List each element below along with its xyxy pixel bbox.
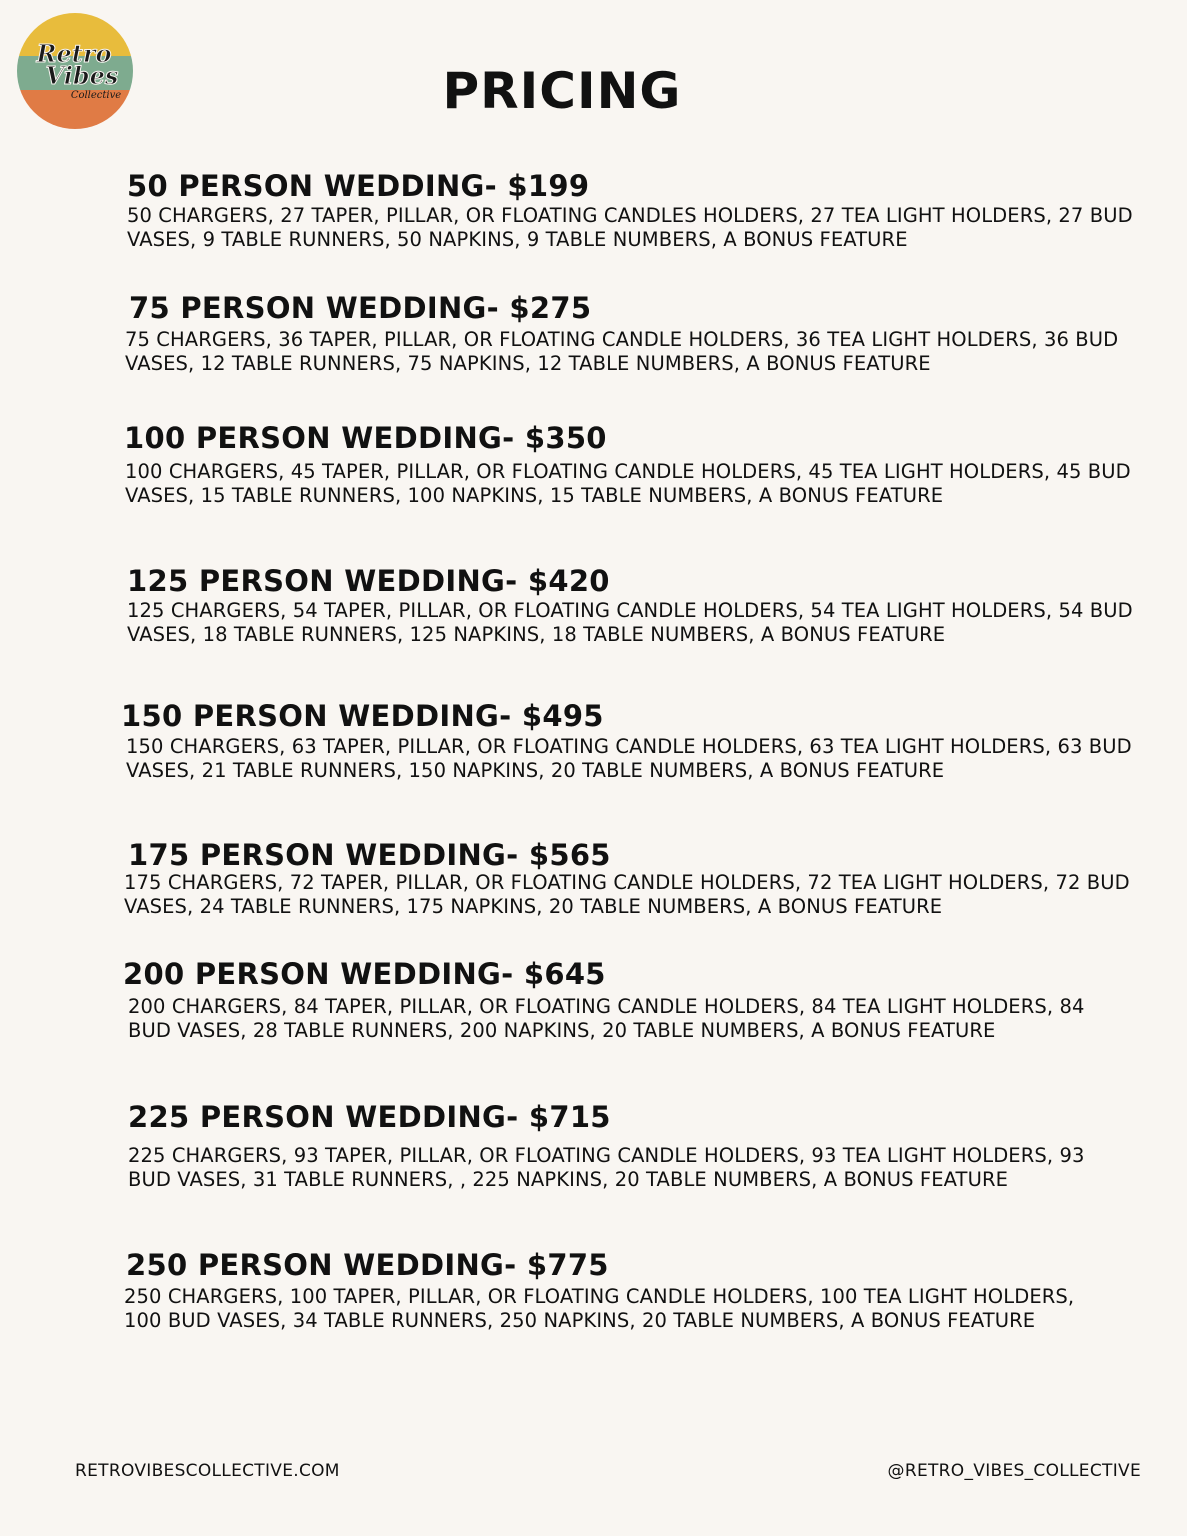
pricing-package-125 xyxy=(127,563,1187,646)
pricing-package-150 xyxy=(121,698,1187,734)
pricing-package-250-details-wrap xyxy=(124,1285,1187,1332)
package-heading: 225 PERSON WEDDING- $715 xyxy=(128,1100,611,1134)
pricing-package-200 xyxy=(123,956,1187,992)
pricing-package-225-details-wrap xyxy=(128,1144,1187,1191)
package-details: 150 CHARGERS, 63 TAPER, PILLAR, OR FLOATING CANDLE HOLDERS, 63 TEA LIGHT HOLDERS, 63 BUD VASES, 21 TABLE RUNNERS, 150 NAPKINS, 20 TABLE NUMBERS, A BONUS FEATURE xyxy=(126,735,1132,782)
pricing-package-200-details-wrap xyxy=(128,995,1187,1042)
package-heading: 175 PERSON WEDDING- $565 xyxy=(128,838,611,872)
pricing-package-75-details-wrap xyxy=(125,328,1187,375)
pricing-package-175-details-wrap xyxy=(124,871,1187,918)
footer-social-handle[interactable]: @RETRO_VIBES_COLLECTIVE xyxy=(887,1461,1141,1481)
package-details: 200 CHARGERS, 84 TAPER, PILLAR, OR FLOATING CANDLE HOLDERS, 84 TEA LIGHT HOLDERS, 84 BUD VASES, 28 TABLE RUNNERS, 200 NAPKINS, 20 TABLE NUMBERS, A BONUS FEATURE xyxy=(128,995,1085,1042)
package-details: 75 CHARGERS, 36 TAPER, PILLAR, OR FLOATING CANDLE HOLDERS, 36 TEA LIGHT HOLDERS, 36 BUD VASES, 12 TABLE RUNNERS, 75 NAPKINS, 12 TABLE NUMBERS, A BONUS FEATURE xyxy=(125,328,1119,375)
pricing-package-100-details-wrap xyxy=(125,460,1187,507)
package-details: 125 CHARGERS, 54 TAPER, PILLAR, OR FLOATING CANDLE HOLDERS, 54 TEA LIGHT HOLDERS, 54 BUD VASES, 18 TABLE RUNNERS, 125 NAPKINS, 18 TABLE NUMBERS, A BONUS FEATURE xyxy=(127,599,1133,646)
pricing-package-225 xyxy=(128,1099,1187,1135)
package-details: 50 CHARGERS, 27 TAPER, PILLAR, OR FLOATING CANDLES HOLDERS, 27 TEA LIGHT HOLDERS, 27 BUD VASES, 9 TABLE RUNNERS, 50 NAPKINS, 9 TABLE NUMBERS, A BONUS FEATURE xyxy=(127,204,1133,251)
svg-text:Collective: Collective xyxy=(70,90,122,101)
package-details: 175 CHARGERS, 72 TAPER, PILLAR, OR FLOATING CANDLE HOLDERS, 72 TEA LIGHT HOLDERS, 72 BUD VASES, 24 TABLE RUNNERS, 175 NAPKINS, 20 TABLE NUMBERS, A BONUS FEATURE xyxy=(124,871,1130,918)
package-details: 100 CHARGERS, 45 TAPER, PILLAR, OR FLOATING CANDLE HOLDERS, 45 TEA LIGHT HOLDERS, 45 BUD VASES, 15 TABLE RUNNERS, 100 NAPKINS, 15 TABLE NUMBERS, A BONUS FEATURE xyxy=(125,460,1131,507)
package-heading: 125 PERSON WEDDING- $420 xyxy=(127,564,610,598)
svg-text:Vibes: Vibes xyxy=(45,61,119,90)
pricing-package-75 xyxy=(129,290,1187,326)
package-heading: 200 PERSON WEDDING- $645 xyxy=(123,957,606,991)
package-heading: 75 PERSON WEDDING- $275 xyxy=(129,291,592,325)
package-heading: 100 PERSON WEDDING- $350 xyxy=(124,421,607,455)
package-heading: 50 PERSON WEDDING- $199 xyxy=(127,169,590,203)
package-details: 250 CHARGERS, 100 TAPER, PILLAR, OR FLOATING CANDLE HOLDERS, 100 TEA LIGHT HOLDERS, 100 BUD VASES, 34 TABLE RUNNERS, 250 NAPKINS, 20 TABLE NUMBERS, A BONUS FEATURE xyxy=(124,1285,1075,1332)
svg-text:Retro: Retro xyxy=(36,39,112,68)
package-heading: 250 PERSON WEDDING- $775 xyxy=(126,1248,609,1282)
pricing-package-250 xyxy=(126,1247,1187,1283)
pricing-package-50 xyxy=(127,168,1187,251)
pricing-package-175 xyxy=(128,837,1187,873)
package-details: 225 CHARGERS, 93 TAPER, PILLAR, OR FLOATING CANDLE HOLDERS, 93 TEA LIGHT HOLDERS, 93 BUD VASES, 31 TABLE RUNNERS, , 225 NAPKINS, 20 TABLE NUMBERS, A BONUS FEATURE xyxy=(128,1144,1085,1191)
package-heading: 150 PERSON WEDDING- $495 xyxy=(121,699,604,733)
pricing-package-100 xyxy=(124,420,1187,456)
page-title: PRICING xyxy=(442,62,682,120)
pricing-package-150-details-wrap xyxy=(126,735,1187,782)
footer-website[interactable]: RETROVIBESCOLLECTIVE.COM xyxy=(75,1461,340,1481)
